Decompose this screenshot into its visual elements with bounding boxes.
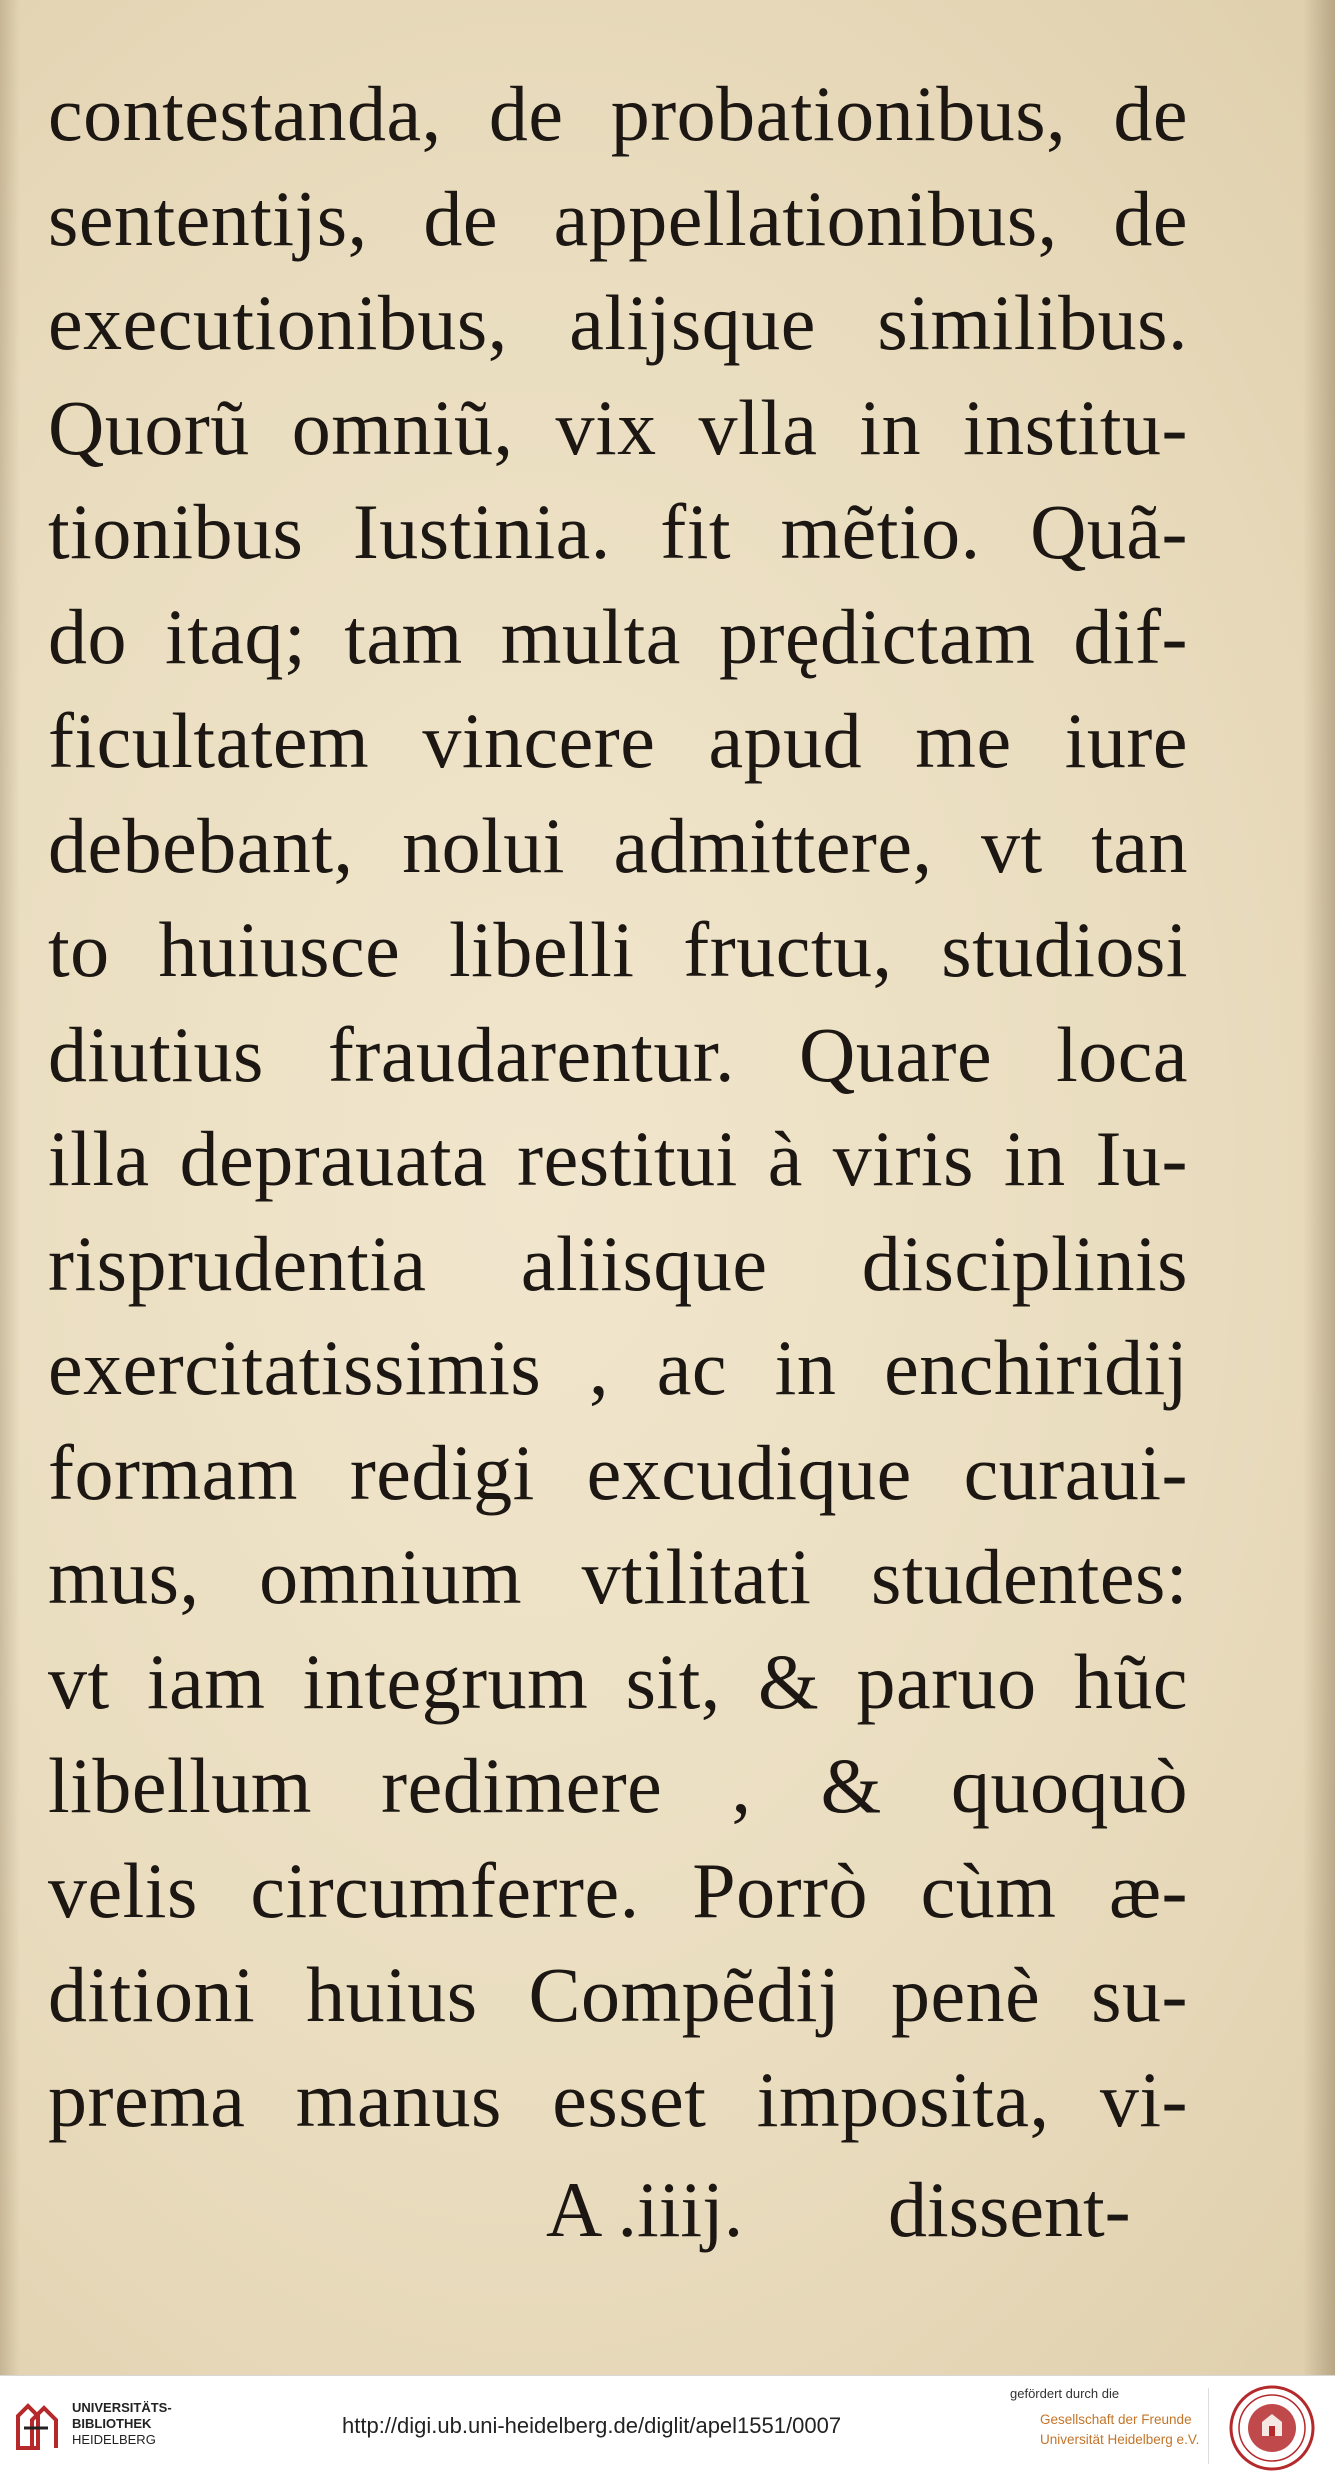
sponsor-name[interactable] [1040, 2410, 1199, 2450]
text-line: mus, omnium vtilitati studentes: [48, 1533, 1188, 1620]
text-line: exercitatissimis , ac in enchiridij [48, 1324, 1188, 1411]
text-line: executionibus, alijsque similibus. [48, 279, 1188, 366]
page-body-text [48, 62, 1188, 2152]
signature-line [48, 2160, 1188, 2260]
text-line: libellum redimere , & quoquò [48, 1742, 1188, 1829]
text-line: tionibus Iustinia. fit mẽtio. Quã- [48, 488, 1188, 575]
text-line: formam redigi excudique curaui- [48, 1428, 1188, 1516]
library-name-line: UNIVERSITÄTS- [72, 2400, 172, 2415]
library-name-line: HEIDELBERG [72, 2432, 156, 2447]
text-line: ditioni huius Compẽdij penè su- [48, 1951, 1188, 2038]
sponsor-name-line: Universität Heidelberg e.V. [1040, 2432, 1200, 2447]
library-logo-icon[interactable] [14, 2398, 60, 2452]
library-name[interactable] [72, 2400, 172, 2448]
library-name-line: BIBLIOTHEK [72, 2416, 152, 2431]
permalink-url[interactable]: http://digi.ub.uni-heidelberg.de/diglit/apel1551/0007 [342, 2413, 842, 2438]
text-line: risprudentia aliisque disciplinis [48, 1219, 1188, 1307]
viewer-footer [0, 2375, 1335, 2476]
text-line: prema manus esset imposita, vi- [48, 2055, 1188, 2143]
text-line: contestanda, de probationibus, de [48, 70, 1188, 157]
text-line: do itaq; tam multa prędictam dif- [48, 592, 1188, 680]
funded-by-label: gefördert durch die [1010, 2386, 1120, 2401]
text-line: diutius fraudarentur. Quare loca [48, 1010, 1188, 1098]
text-line: illa deprauata restitui à viris in Iu- [48, 1115, 1188, 1202]
text-line: vt iam integrum sit, & paruo hũc [48, 1637, 1188, 1725]
text-line: debebant, nolui admittere, vt tan [48, 801, 1188, 889]
footer-divider [1208, 2388, 1209, 2464]
text-line: to huiusce libelli fructu, studiosi [48, 906, 1188, 993]
text-line: sententijs, de appellationibus, de [48, 174, 1188, 262]
sponsor-name-line: Gesellschaft der Freunde [1040, 2412, 1192, 2427]
catchword: dissent- [888, 2166, 1131, 2253]
university-seal-icon[interactable] [1228, 2384, 1316, 2472]
text-line: ficultatem vincere apud me iure [48, 697, 1188, 784]
text-line: Quorũ omniũ, vix vlla in institu- [48, 383, 1188, 471]
signature-mark: A .iiij. [546, 2166, 744, 2253]
text-line: velis circumferre. Porrò cùm æ- [48, 1846, 1188, 1934]
